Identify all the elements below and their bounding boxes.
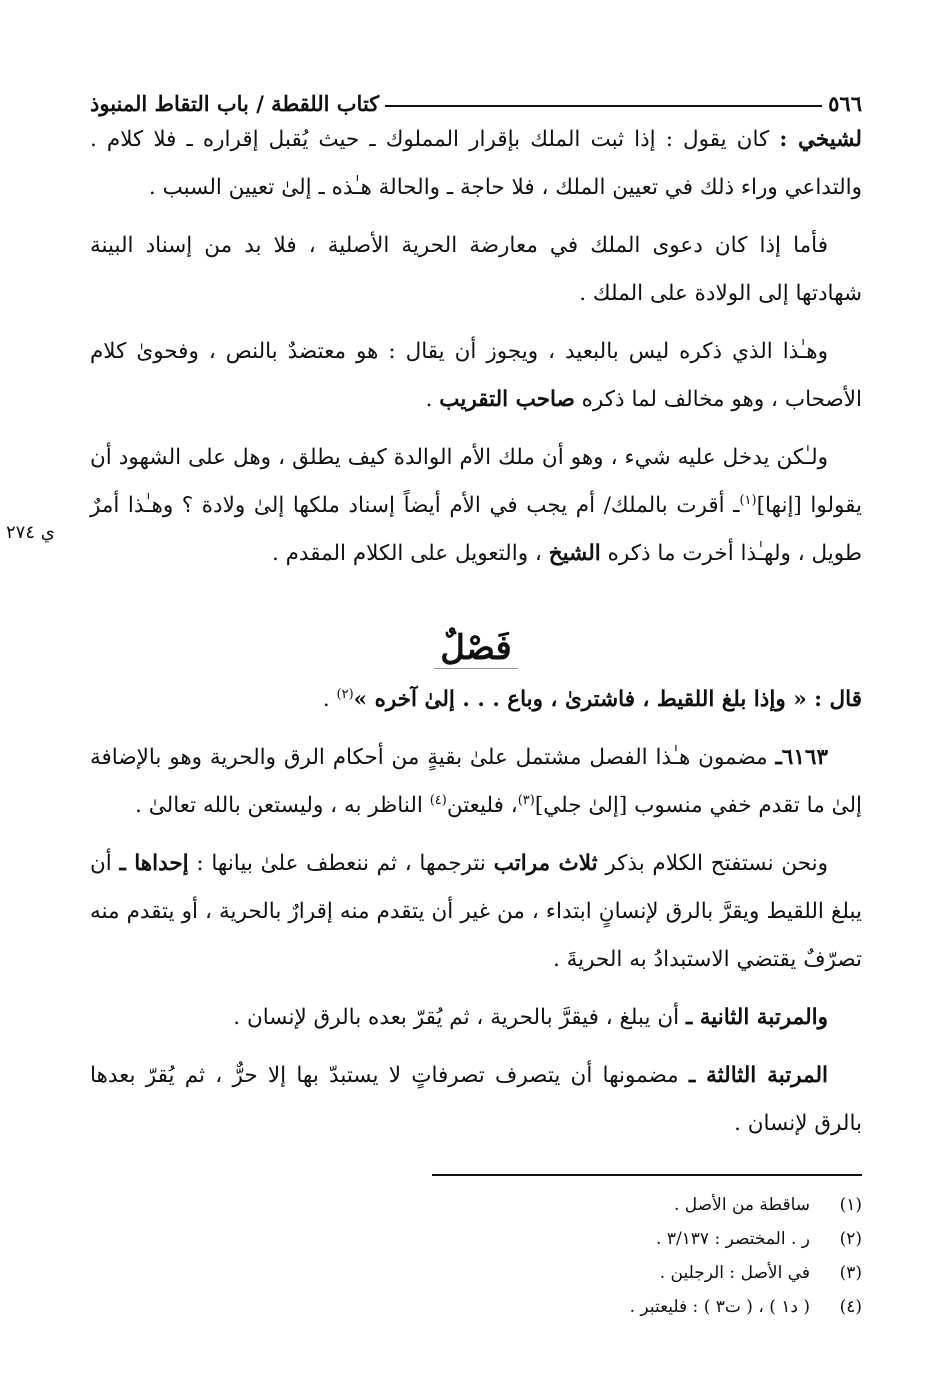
paragraph-7 [90,994,862,1042]
paragraph-6-bold-2: إحداها ـ [119,851,189,876]
footnote-text: ( د١ ) ، ( ت٣ ) : فليعتبر . [629,1297,810,1317]
footnote-ref-3: (٣) [517,792,535,808]
footnote-ref-1: (١) [739,492,757,508]
running-title: كتاب اللقطة / باب التقاط المنبوذ [90,91,380,116]
paragraph-7-bold: والمرتبة الثانية ـ [685,1005,828,1030]
paragraph-5-text-a: مضمون هـٰذا الفصل مشتمل علىٰ بقيةٍ من أحكام الرق والحرية وهو بالإضافة إلىٰ ما تقدم خفي منسوب [إلىٰ جلي] [90,745,862,818]
paragraph-6-text-c: أن يبلغ اللقيط ويقرَّ بالرق لإنسانٍ ابتداء ، من غير أن يتقدم منه إقرارٌ بالحرية ، أو يتقدم منه تصرّفٌ يقتضي الاستبدادُ به الحريةَ . [90,851,862,972]
paragraph-1-text: كان يقول : إذا ثبت الملك بإقرار المملوك ـ حيث يُقبل إقراره ـ فلا كلام . والتداعي وراء ذلك في تعيين الملك ، فلا حاجة ـ والحالة هـٰذه ـ إلىٰ تعيين السبب . [90,127,862,200]
paragraph-2 [90,222,862,318]
footnote-number: (٣) [839,1263,862,1283]
footnote-number: (١) [839,1195,862,1215]
footnote-text: ر . المختصر : ٣/١٣٧ . [656,1229,810,1249]
paragraph-3-text-a: وهـٰذا الذي ذكره ليس بالبعيد ، ويجوز أن يقال : هو معتضدٌ بالنص ، وفحوىٰ كلام الأصحاب ، وهو مخالف لما ذكره [90,339,862,412]
footnote-item [90,1290,862,1324]
footnote-text: في الأصل : الرجلين . [659,1263,810,1283]
paragraph-8-text: مضمونها أن يتصرف تصرفاتٍ لا يستبدّ بها إلا حرٌّ ، ثم يُقرّ بعدها بالرق لإنسان . [90,1063,862,1136]
document-page [6,80,862,1324]
paragraph-1 [90,116,862,212]
qal-text: قال : « وإذا بلغ اللقيط ، فاشترىٰ ، وباع . . . إلىٰ آخره » [353,687,862,712]
paragraph-4-bold: الشيخ [548,541,601,566]
paragraph-6 [90,840,862,984]
paragraph-6-text-a: ونحن نستفتح الكلام بذكر [605,851,828,876]
header-rule [385,105,822,107]
footnote-divider [432,1174,862,1176]
paragraph-6-text-b: نترجمها ، ثم ننعطف علىٰ بيانها : [196,851,486,876]
page-number: ٥٦٦ [828,91,862,116]
paragraph-5-number: ٦١٦٣ـ [775,745,828,770]
qal-statement [90,676,862,724]
paragraph-3-bold: صاحب التقريب [439,387,575,412]
paragraph-8 [90,1052,862,1148]
paragraph-4-text-c: ، والتعويل على الكلام المقدم . [271,541,542,566]
footnote-number: (٢) [839,1229,862,1249]
footnote-item [90,1256,862,1290]
footnote-item [90,1222,862,1256]
paragraph-1-lead: لشيخي : [779,127,862,152]
running-header [90,80,862,116]
paragraph-4 [90,434,862,578]
qal-end: . [322,687,330,712]
margin-page-reference: ي ٢٧٤ [6,522,55,543]
footnote-number: (٤) [839,1297,862,1317]
section-title [90,620,862,676]
paragraph-5-text-b: ، فليعتن [446,793,518,818]
paragraph-2-text: فأما إذا كان دعوى الملك في معارضة الحرية الأصلية ، فلا بد من إسناد البينة شهادتها إلى الولادة على الملك . [90,233,862,306]
paragraph-4-text-a: ولـٰكن يدخل عليه شيء ، وهو أن ملك الأم الوالدة كيف يطلق ، وهل على الشهود أن يقولوا [إنها] [90,445,862,518]
section-title-text: فَصْلٌ [434,628,518,669]
footnote-ref-2: (٢) [336,686,354,702]
footnotes [90,1188,862,1324]
footnote-item [90,1188,862,1222]
paragraph-4-text-b: ـ أقرت بالملك/ أم يجب في الأم أيضاً إسناد ملكها إلىٰ ولادة ؟ وهـٰذا أمرٌ طويل ، ولهـٰذا أخرت ما ذكره [90,493,862,566]
paragraph-3 [90,328,862,424]
paragraph-7-text: أن يبلغ ، فيقرَّ بالحرية ، ثم يُقرّ بعده بالرق لإنسان . [233,1005,680,1030]
paragraph-5 [90,734,862,830]
paragraph-8-bold: المرتبة الثالثة ـ [688,1063,828,1088]
footnote-ref-4: (٤) [429,792,447,808]
footnote-text: ساقطة من الأصل . [674,1195,810,1215]
paragraph-3-text-b: . [425,387,433,412]
paragraph-5-text-c: الناظر به ، وليستعن بالله تعالىٰ . [135,793,423,818]
paragraph-6-bold-1: ثلاث مراتب [493,851,598,876]
